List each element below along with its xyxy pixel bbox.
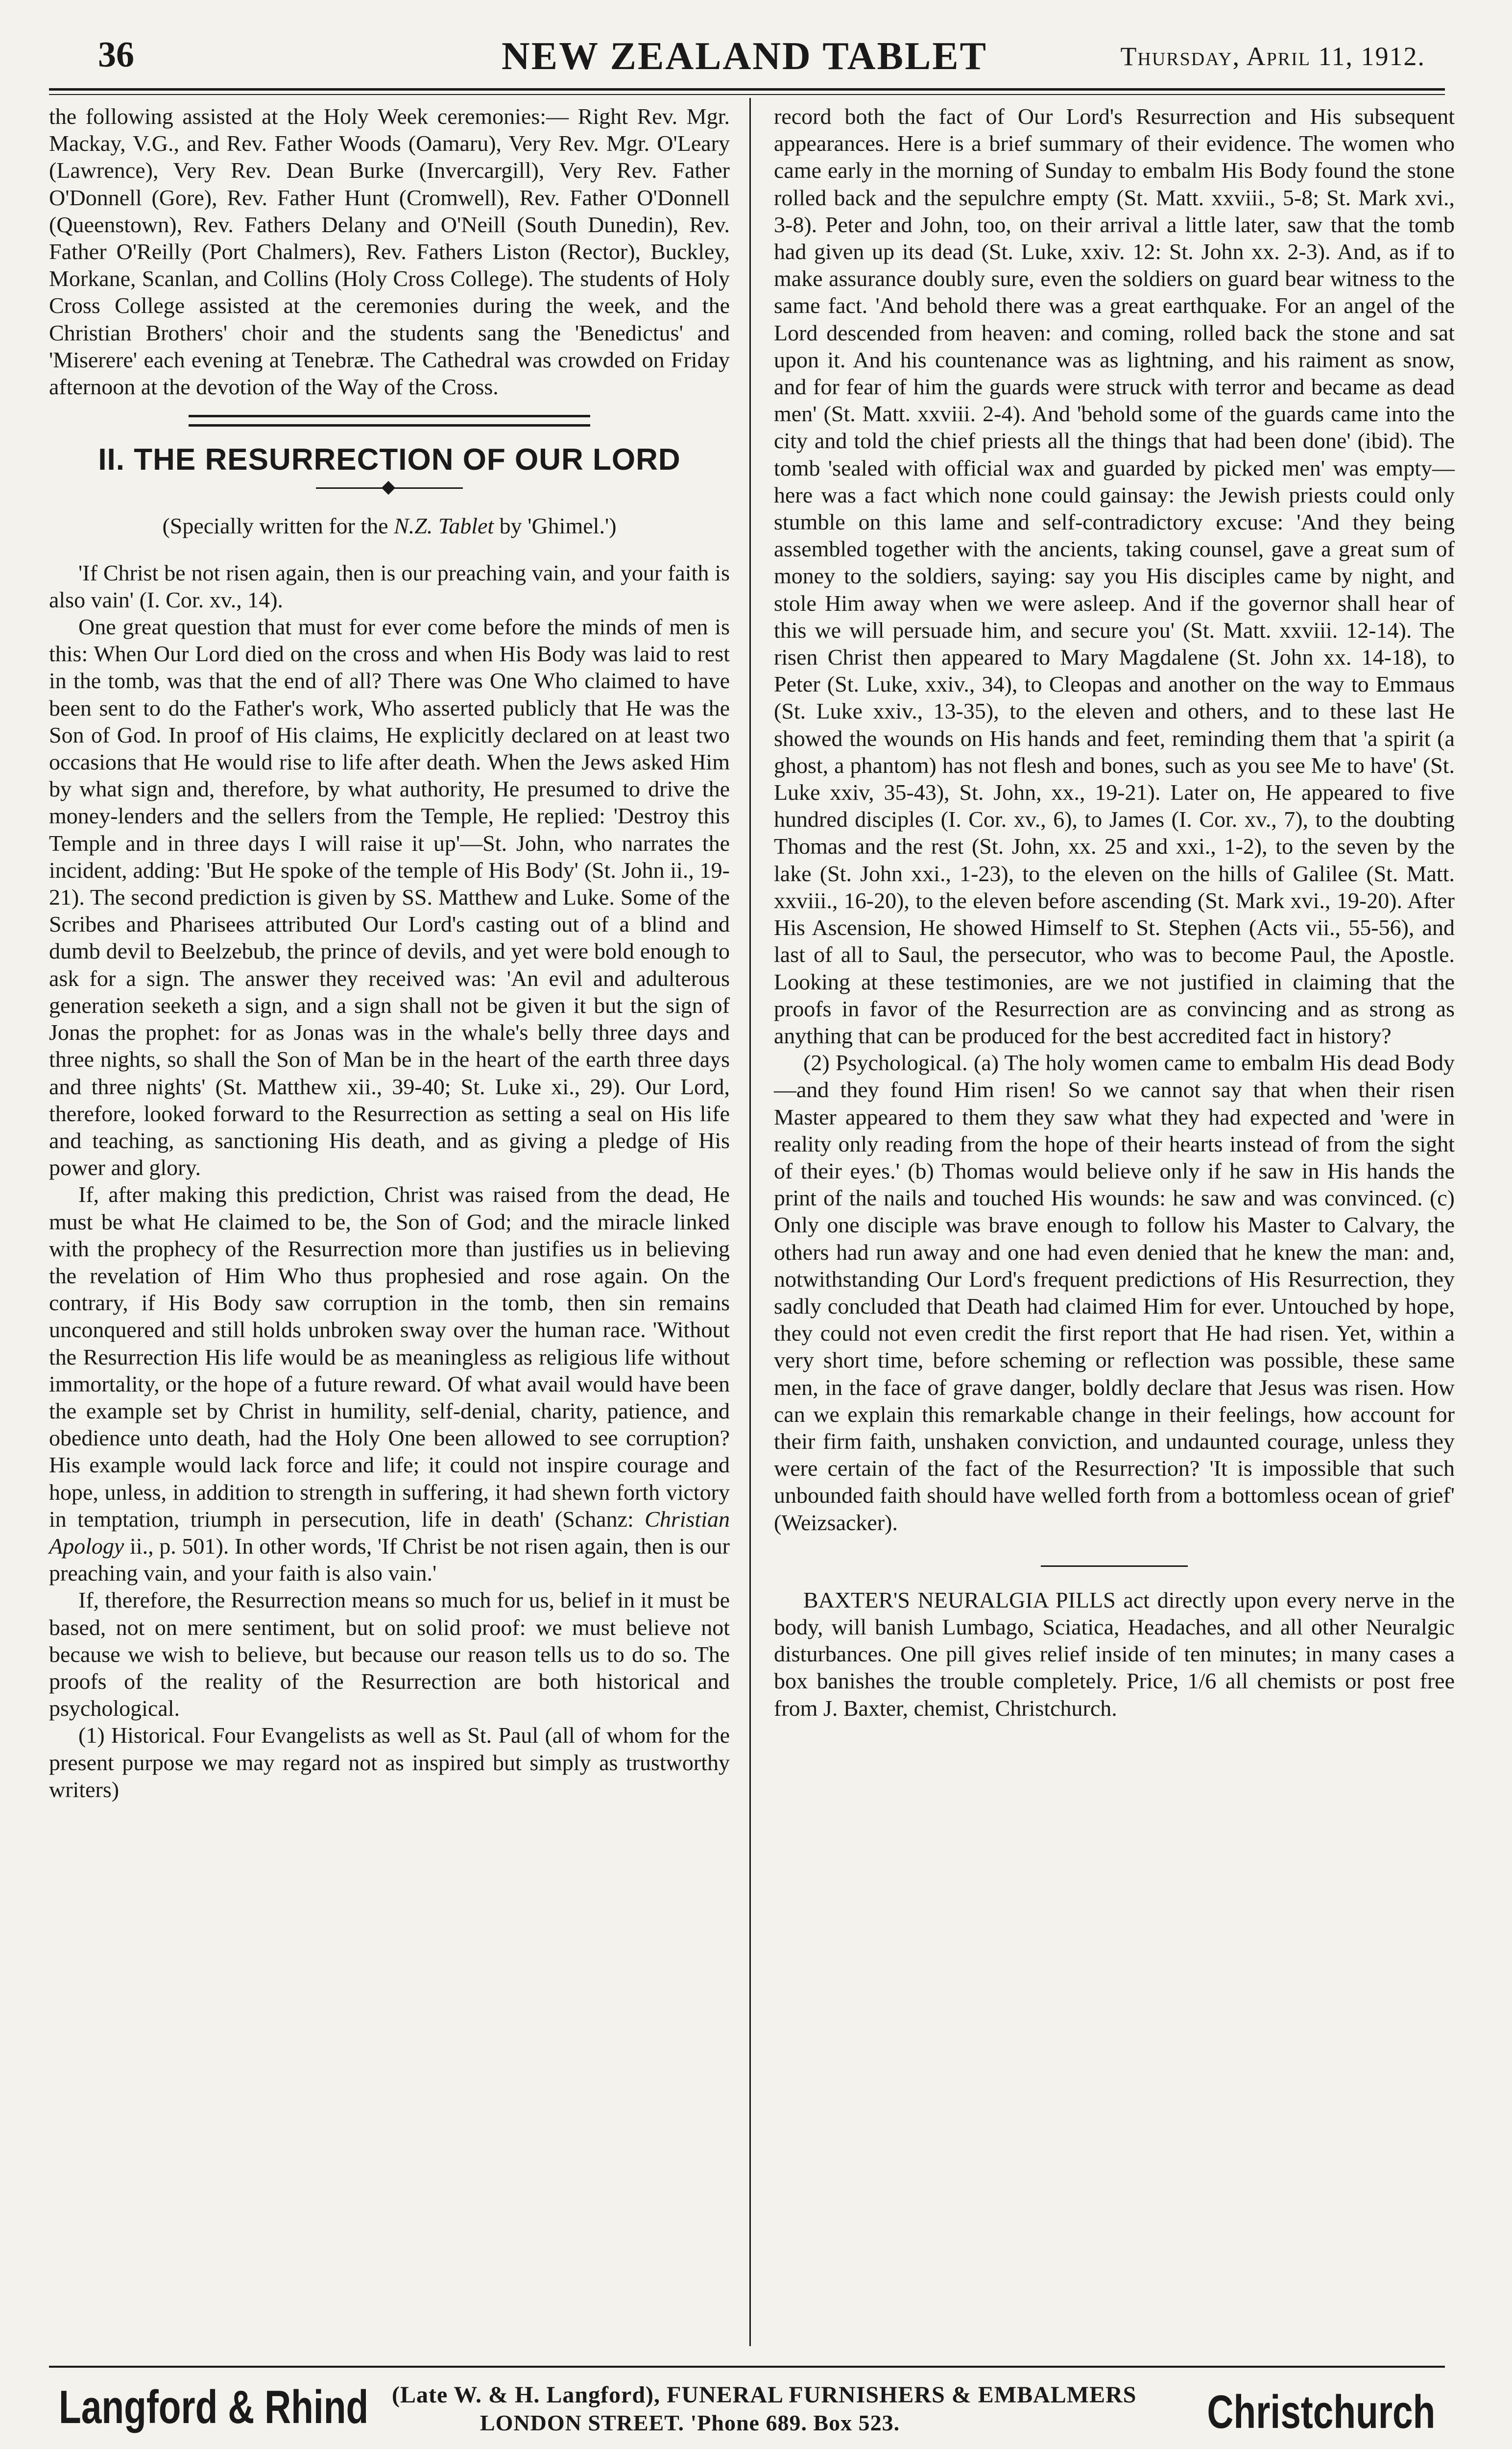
header-rule-thin bbox=[49, 94, 1445, 95]
body-paragraph: If, therefore, the Resurrection means so much for us, belief in it must be based, not on mere sentiment, but on solid proof: we must believe not because we wish to believe, but because our reason tells us to do so. The proofs of the reality of the Resurrection are both historical and psychological. bbox=[49, 1587, 730, 1721]
baxters-advertisement: BAXTER'S NEURALGIA PILLS act directly upon every nerve in the body, will banish Lumbago, Sciatica, Headaches, and all other Neuralgic disturbances. One pill gives relief inside of ten minutes; in many cases a box banishes the trouble completely. Price, 1/6 all chemists or post free from J. Baxter, chemist, Christchurch. bbox=[774, 1587, 1455, 1721]
footer-rule bbox=[49, 2366, 1445, 2368]
body-paragraph: One great question that must for ever come before the minds of men is this: When Our Lord died on the cross and when His Body was laid to rest in the tomb, was that the end of all? There was One Who claimed to have been sent to do the Father's work, Who asserted publicly that He was the Son of God. In proof of His claims, He explicitly declared on at least two occasions that He would rise to life after death. When the Jews asked Him by what sign and, therefore, by what authority, He presumed to drive the money-lenders and the sellers from the Temple, He replied: 'Destroy this Temple and in three days I will raise it up'—St. John, who narrates the incident, adding: 'But He spoke of the temple of His Body' (St. John ii., 19-21). The second prediction is given by SS. Matthew and Luke. Some of the Scribes and Pharisees attributed Our Lord's casting out of a blind and dumb devil to Beelzebub, the prince of devils, and yet were bold enough to ask for a sign. The answer they received was: 'An evil and adulterous generation seeketh a sign, and a sign shall not be given it but the sign of Jonas the prophet: for as Jonas was in the whale's belly three days and three nights, so shall the Son of Man be in the heart of the earth three days and three nights' (St. Matthew xii., 39-40; St. Luke xi., 29). Our Lord, therefore, looked forward to the Resurrection as setting a seal on His life and teaching, as sanctioning His death, and as giving a pledge of His power and glory. bbox=[49, 614, 730, 1180]
issue-date: Thursday, April 11, 1912. bbox=[1120, 42, 1425, 71]
section-separator bbox=[189, 415, 590, 427]
footer-advertisement bbox=[49, 2366, 1445, 2449]
body-paragraph: (1) Historical. Four Evangelists as well as St. Paul (all of whom for the present purpose we may regard not as inspired but simply as trustworthy writers) bbox=[49, 1723, 730, 1802]
header-rule bbox=[49, 88, 1445, 91]
column-divider bbox=[749, 98, 751, 2346]
advertisement-separator bbox=[1041, 1565, 1188, 1567]
intro-paragraph: the following assisted at the Holy Week ceremonies:— Right Rev. Mgr. Mackay, V.G., and Rev. Father Woods (Oamaru), Very Rev. Mgr. O'Leary (Lawrence), Very Rev. Dean Burke (Invercargill), Very Rev. Father O'Donnell (Gore), Rev. Father Hunt (Cromwell), Rev. Father O'Donnell (Queenstown), Rev. Fathers Delany and O'Neill (South Dunedin), Rev. Father O'Reilly (Port Chalmers), Rev. Fathers Liston (Rector), Buckley, Morkane, Scanlan, and Collins (Holy Cross College). The students of Holy Cross College assisted at the ceremonies during the week, and the Christian Brothers' choir and the students sang the 'Benedictus' and 'Miserere' each evening at Tenebræ. The Cathedral was crowded on Friday afternoon at the devotion of the Way of the Cross. bbox=[49, 104, 730, 400]
publication-title: NEW ZEALAND TABLET bbox=[501, 35, 988, 78]
heading-ornament bbox=[316, 483, 463, 493]
firm-description: (Late W. & H. Langford), FUNERAL FURNISHERS & EMBALMERS bbox=[392, 2382, 1137, 2408]
firm-contact: LONDON STREET. 'Phone 689. Box 523. bbox=[480, 2410, 900, 2435]
article-heading: II. THE RESURRECTION OF OUR LORD bbox=[98, 443, 681, 477]
left-column bbox=[49, 103, 730, 1803]
firm-name: Langford & Rhind bbox=[59, 2381, 369, 2433]
page-number: 36 bbox=[98, 35, 134, 75]
body-paragraph: (2) Psychological. (a) The holy women came to embalm His dead Body—and they found Him risen! So we cannot say that when their risen Master appeared to them they saw what they had expected and 'were in reality only reading from the hope of their hearts instead of from the sight of their eyes.' (b) Thomas would believe only if he saw in His hands the print of the nails and touched His wounds: he saw and was convinced. (c) Only one disciple was brave enough to follow his Master to Calvary, the others had run away and one had even denied that he knew the man: and, notwithstanding Our Lord's frequent predictions of His Resurrection, they sadly concluded that Death had claimed Him for ever. Untouched by hope, they could not even credit the first report that He had risen. Yet, within a very short time, before scheming or reflection was possible, these same men, in the face of grave danger, boldly declare that Jesus was risen. How can we explain this remarkable change in their feelings, how account for their firm faith, unshaken conviction, and undaunted courage, unless they were certain of the fact of the Resurrection? 'It is impossible that such unbounded faith should have welled forth from a bottomless ocean of grief' (Weizsacker). bbox=[774, 1050, 1455, 1535]
right-column bbox=[774, 103, 1455, 1722]
page-header bbox=[44, 34, 1445, 88]
body-paragraph: record both the fact of Our Lord's Resurrection and His subsequent appearances. Here is a brief summary of their evidence. The women who came early in the morning of Sunday to embalm His Body found the stone rolled back and the sepulchre empty (St. Matt. xxviii., 5-8; St. Mark xvi., 3-8). Peter and John, too, on their arrival a little later, saw that the tomb had given up its dead (St. Luke, xxiv. 12: St. John xx. 2-3). And, as if to make assurance doubly sure, even the soldiers on guard bear witness to the same fact. 'And behold there was a great earthquake. For an angel of the Lord descended from heaven: and coming, rolled back the stone and sat upon it. And his countenance was as lightning, and his raiment as snow, and for fear of him the guards were struck with terror and became as dead men' (St. Matt. xxviii. 2-4). And 'behold some of the guards came into the city and told the chief priests all the things that had been done' (ibid). The tomb 'sealed with official wax and guarded by picked men' was empty—here was a fact which none could gainsay: the Jewish priests could only stumble on this lame and self-contradictory excuse: 'And they being assembled together with the ancients, taking counsel, gave a great sum of money to the soldiers, saying: say you His disciples came by night, and stole Him away when we were asleep. And if the governor shall hear of this we will persuade him, and secure you' (St. Matt. xxviii. 12-14). The risen Christ then appeared to Mary Magdalene (St. John xx. 14-18), to Peter (St. Luke, xxiv., 34), to Cleopas and another on the way to Emmaus (St. Luke xxiv., 13-35), to the eleven and others, and to these last He showed the wounds on His hands and feet, reminding them that 'a spirit (a ghost, a phantom) has not flesh and bones, such as you see Me to have' (St. Luke xxiv, 35-43), St. John, xx., 19-21). Later on, He appeared to five hundred disciples (I. Cor. xv., 6), to James (I. Cor. xv., 7), to the doubting Thomas and the rest (St. John, xx. 25 and xxi., 1-2), to the seven by the lake (St. John xxi., 1-23), to the eleven on the hills of Galilee (St. Matt. xxviii., 16-20), to the eleven before ascending (St. Mark xvi., 19-20). After His Ascension, He showed Himself to St. Stephen (Acts vii., 55-56), and last of all to Saul, the persecutor, who was to become Paul, the Apostle. Looking at these testimonies, are we not justified in claiming that the proofs in favor of the Resurrection are as convincing and as strong as anything that can be produced for the best accredited fact in history? bbox=[774, 104, 1455, 1048]
body-paragraph: If, after making this prediction, Christ was raised from the dead, He must be what He claimed to be, the Son of God; and the miracle linked with the prophecy of the Resurrection more than justifies us in believing the revelation of Him Who thus prophesied and rose again. On the contrary, if His Body saw corruption in the tomb, then sin remains unconquered and still holds unbroken sway over the human race. 'Without the Resurrection His life would be as meaningless as religious life without immortality, or the hope of a future reward. Of what avail would have been the example set by Christ in humility, self-denial, charity, patience, and obedience unto death, had the Holy One been allowed to see corruption? His example would lack force and life; it could not inspire courage and hope, unless, in addition to strength in suffering, it had shewn forth victory in temptation, triumph in persecution, life in death' (Schanz: Christian Apology ii., p. 501). In other words, 'If Christ be not risen again, then is our preaching vain, and your faith is also vain.' bbox=[49, 1182, 730, 1586]
article-byline: (Specially written for the N.Z. Tablet by 'Ghimel.') bbox=[162, 513, 617, 539]
epigraph-paragraph: 'If Christ be not risen again, then is our preaching vain, and your faith is also vain' (I. Cor. xv., 14). bbox=[49, 560, 730, 612]
firm-city: Christchurch bbox=[1207, 2386, 1435, 2438]
